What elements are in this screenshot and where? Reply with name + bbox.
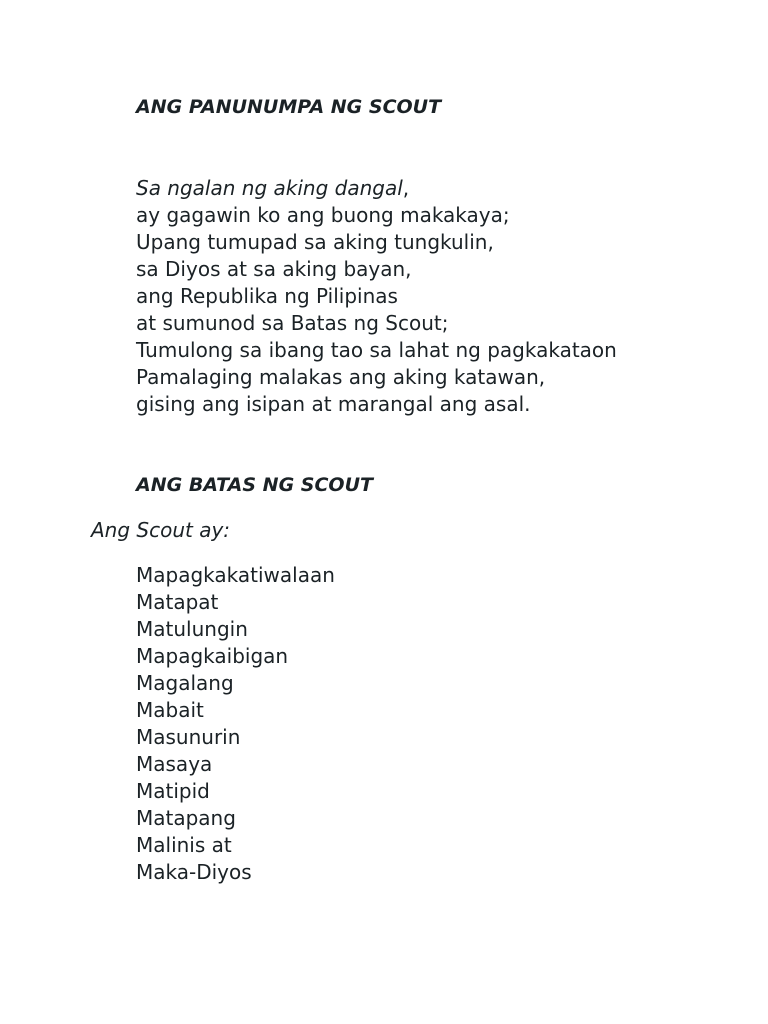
oath-line: sa Diyos at sa aking bayan, <box>136 257 412 281</box>
oath-line <box>136 175 617 202</box>
oath-line: Pamalaging malakas ang aking katawan, <box>136 365 546 389</box>
law-item: Magalang <box>136 671 234 695</box>
law-item: Matulungin <box>136 617 248 641</box>
law-item: Matapat <box>136 590 219 614</box>
law-item: Maka-Diyos <box>136 860 252 884</box>
law-item: Mabait <box>136 698 204 722</box>
oath-text <box>136 175 617 418</box>
oath-line: gising ang isipan at marangal ang asal. <box>136 392 531 416</box>
oath-line: Tumulong sa ibang tao sa lahat ng pagkakataon <box>136 338 617 362</box>
law-item: Matapang <box>136 806 236 830</box>
law-item: Mapagkakatiwalaan <box>136 563 335 587</box>
law-item: Masunurin <box>136 725 241 749</box>
oath-line-italic: Sa ngalan ng aking dangal <box>136 176 403 200</box>
oath-line: ang Republika ng Pilipinas <box>136 284 398 308</box>
law-list <box>136 562 335 886</box>
law-item: Matipid <box>136 779 210 803</box>
oath-line: ay gagawin ko ang buong makakaya; <box>136 203 510 227</box>
oath-line: Upang tumupad sa aking tungkulin, <box>136 230 494 254</box>
oath-title: ANG PANUNUMPA NG SCOUT <box>136 96 442 118</box>
law-item: Mapagkaibigan <box>136 644 289 668</box>
oath-line: at sumunod sa Batas ng Scout; <box>136 311 449 335</box>
law-intro: Ang Scout ay: <box>91 518 231 542</box>
law-item: Malinis at <box>136 833 232 857</box>
law-item: Masaya <box>136 752 213 776</box>
law-title: ANG BATAS NG SCOUT <box>136 474 373 496</box>
oath-line-punct: , <box>402 176 410 200</box>
